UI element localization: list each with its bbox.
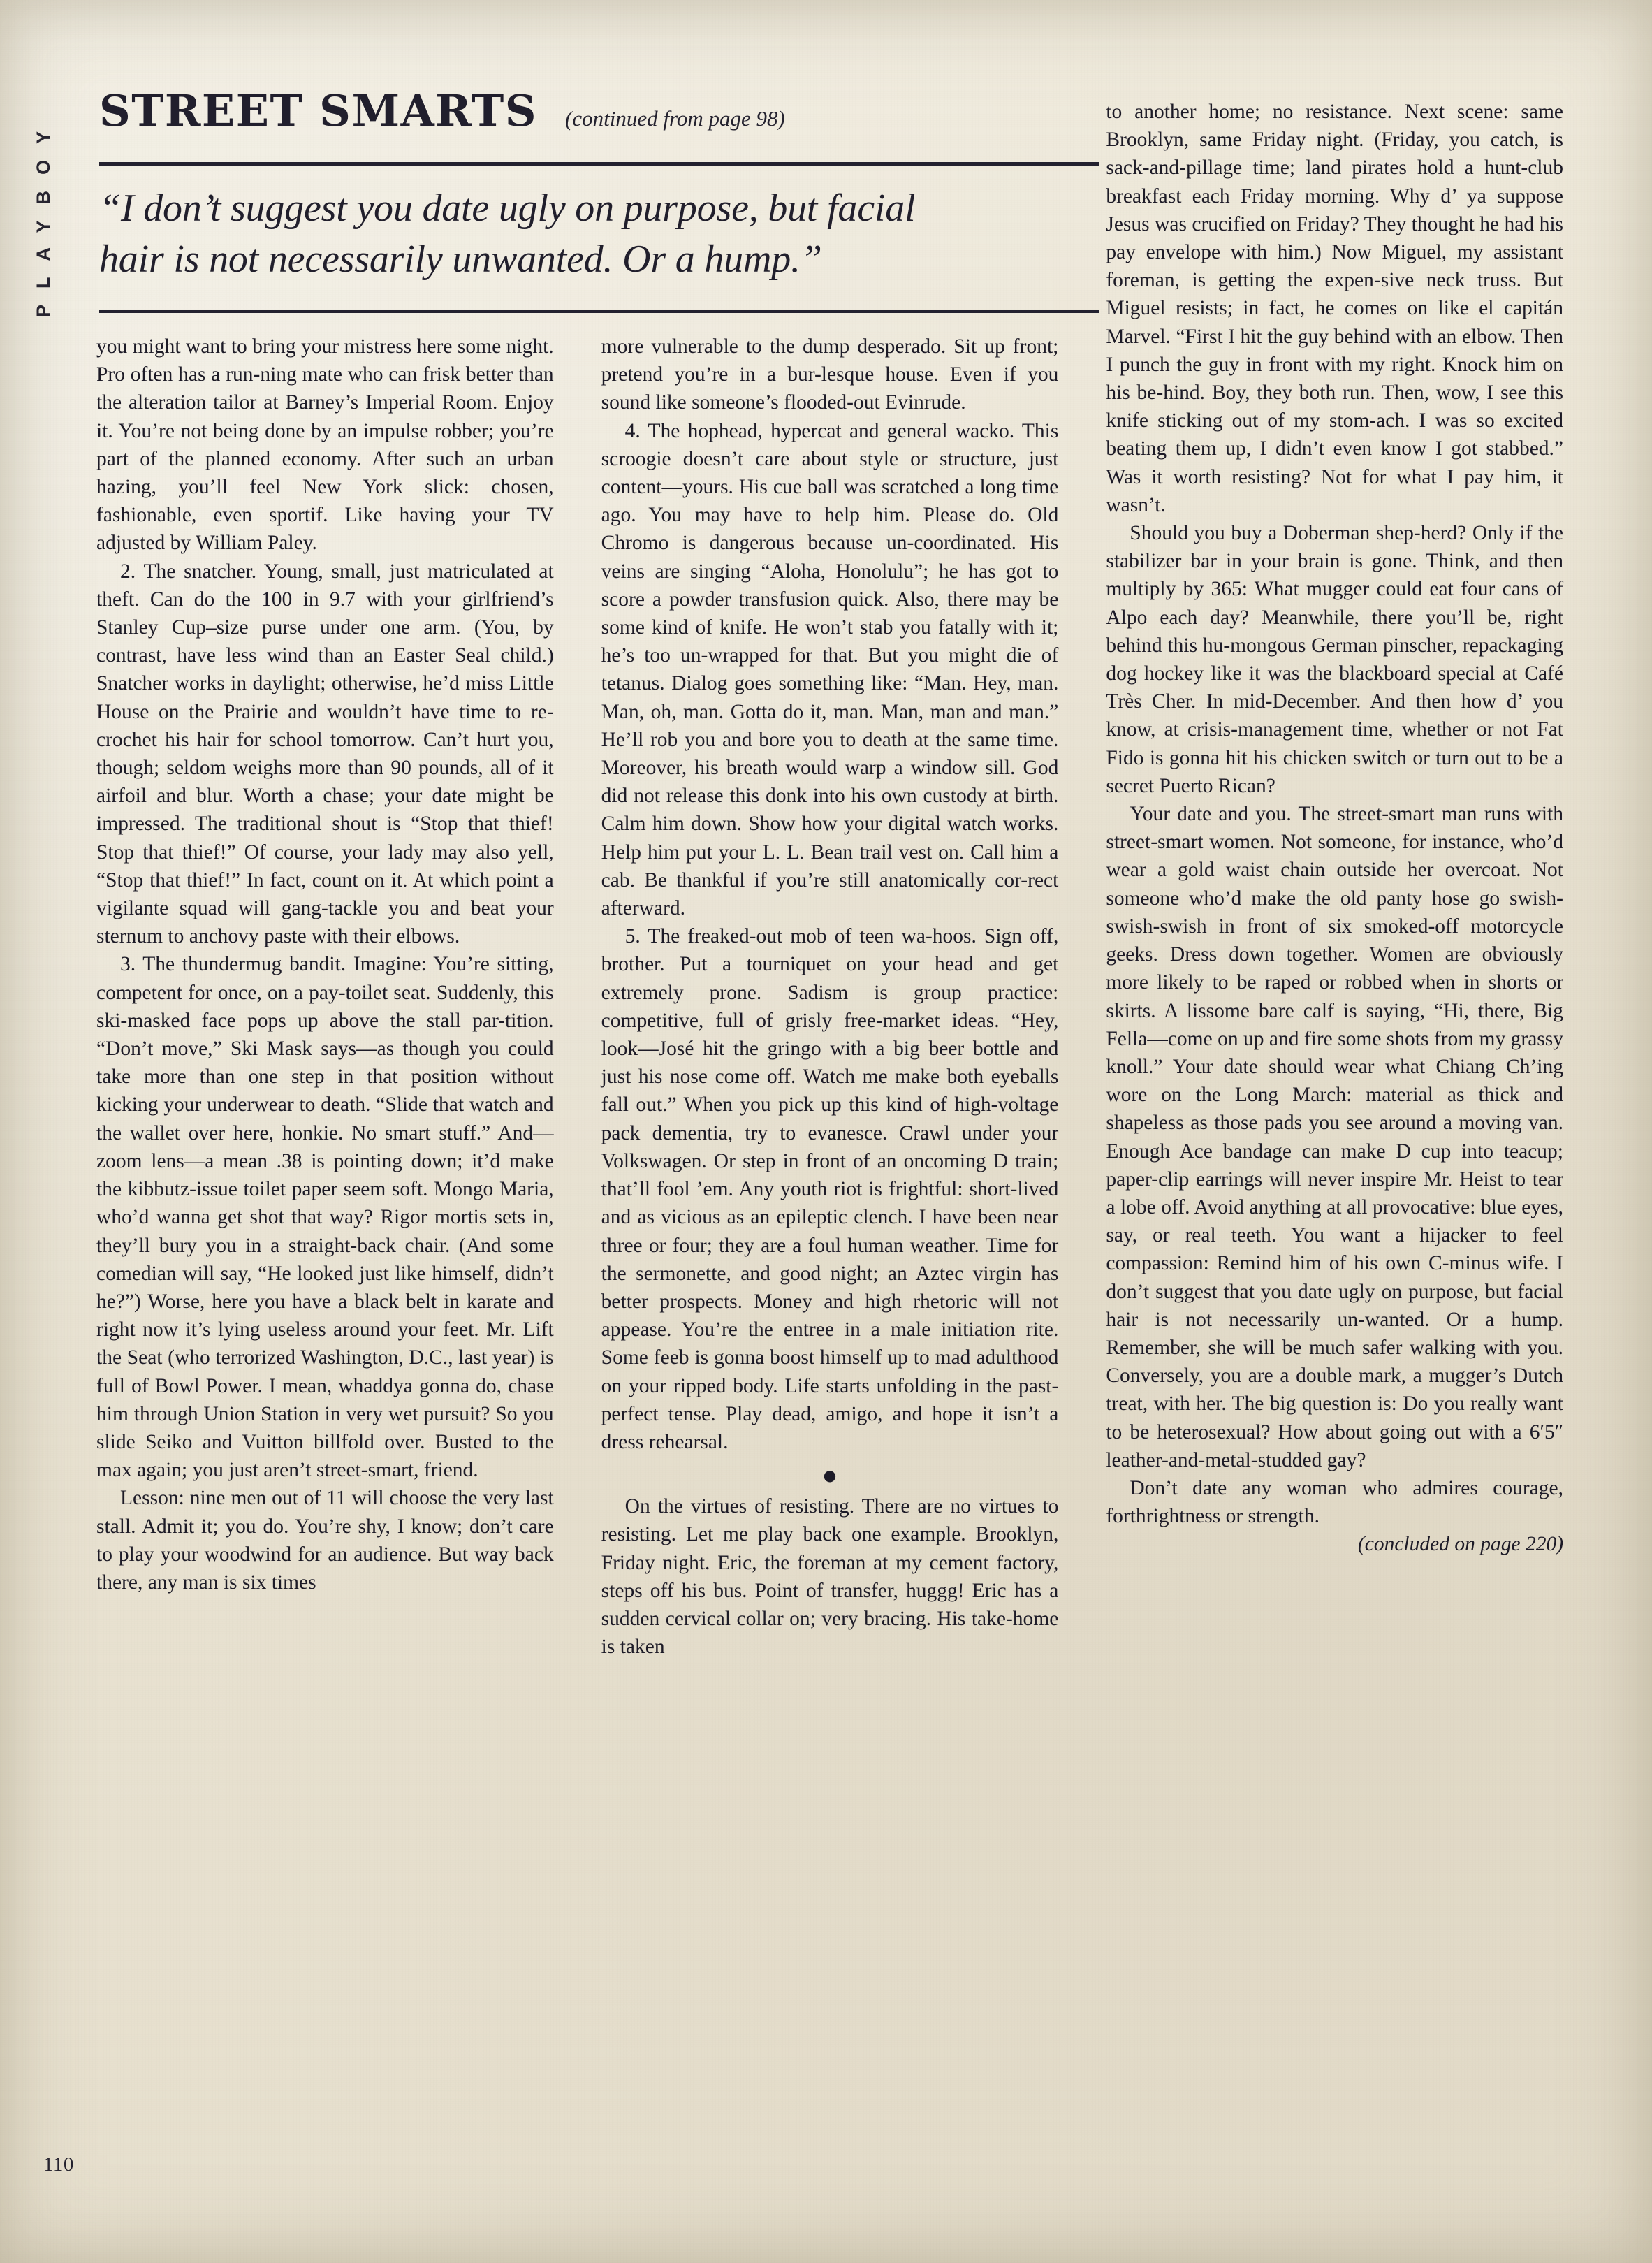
pull-quote-line-2: hair is not necessarily unwanted. Or a hump.” — [99, 237, 822, 281]
page-number: 110 — [43, 2153, 74, 2176]
paragraph: Should you buy a Doberman shep-herd? Only if the stabilizer bar in your brain is gone. Think, and then multiply by 365: What mugger could eat four cans of Alpo each day? Meanwhile, there you’ll be, right behind this hu-mongous German pinscher, repackaging dog hockey like it was the blackboard special at Café Très Cher. In mid-December. And then how d’ you know, at crisis-management time, whether or not Fat Fido is gonna hit his chicken switch or turn out to be a secret Puerto Rican? — [1106, 522, 1564, 797]
pull-quote-line-1: “I don’t suggest you date ugly on purpose, but facial — [99, 187, 916, 230]
masthead-rule-top — [99, 162, 1099, 166]
body-column-2 — [601, 333, 1059, 2212]
paragraph: you might want to bring your mistress here some night. Pro often has a run-ning mate who can frisk better than the alteration tailor at Barney’s Imperial Room. Enjoy it. You’re not being done by an impulse robber; you’re part of the planned economy. After such an urban hazing, you’ll feel New York slick: chosen, fashionable, even sportif. Like having your TV adjusted by William Paley. — [96, 335, 554, 555]
article-masthead — [99, 85, 1098, 136]
paragraph: more vulnerable to the dump desperado. Sit up front; pretend you’re in a bur-lesque house. Even if you sound like someone’s flooded-out Evinrude. — [601, 335, 1059, 414]
paragraph: Don’t date any woman who admires courage, forthrightness or strength. — [1106, 1476, 1564, 1528]
paragraph: 2. The snatcher. Young, small, just matriculated at theft. Can do the 100 in 9.7 with your girlfriend’s Stanley Cup–size purse under one arm. (You, by contrast, have less wind than an Easter Seal child.) Snatcher works in daylight; otherwise, he’d miss Little House on the Prairie and wouldn’t have time to re-crochet his hair for school tomorrow. Can’t hurt you, though; seldom weighs more than 90 pounds, all of it airfoil and blur. Worth a chase; your date might be impressed. The traditional shout is “Stop that thief! Stop that thief!” Of course, your lady may also yell, “Stop that thief!” In fact, count on it. At which point a vigilante squad will gang-tackle you and beat your sternum to anchovy paste with their elbows. — [96, 560, 554, 948]
paragraph: Lesson: nine men out of 11 will choose the very last stall. Admit it; you do. You’re shy, I know; don’t care to play your woodwind for an audience. But way back there, any man is six times — [96, 1487, 554, 1594]
section-bullet-separator: ● — [821, 1461, 838, 1491]
paragraph: On the virtues of resisting. There are no virtues to resisting. Let me play back one example. Brooklyn, Friday night. Eric, the foreman at my cement factory, steps off his bus. Point of transfer, huggg! Eric has a sudden cervical collar on; very bracing. His take-home is taken — [601, 1495, 1059, 1659]
paragraph: 4. The hophead, hypercat and general wacko. This scroogie doesn’t care about style or structure, just content—yours. His cue ball was scratched a long time ago. You may have to help him. Please do. Old Chromo is dangerous because un-coordinated. His veins are singing “Aloha, Honolulu”; he has got to score a powder transfusion quick. Also, there may be some kind of knife. He won’t stab you fatally with it; he’s too un-wrapped for that. But you might die of tetanus. Dialog goes something like: “Man. Hey, man. Man, oh, man. Gotta do it, man. Man, man and man.” He’ll rob you and bore you to death at the same time. Moreover, his breath would warp a window sill. God did not release this donk into his own custody at birth. Calm him down. Show how your digital watch works. Help him put your L. L. Bean trail vest on. Call him a cab. Be thankful if you’re still anatomically cor-rect afterward. — [601, 419, 1059, 920]
continued-from-note: (continued from page 98) — [565, 106, 785, 131]
concluded-on-page-note: (concluded on page 220) — [1357, 1533, 1564, 1556]
body-column-3 — [1106, 98, 1563, 2212]
magazine-spine-label — [24, 84, 63, 349]
page-title: STREET SMARTS — [99, 85, 538, 136]
pull-quote — [99, 183, 1105, 285]
spine-label-text: PLAYBOY — [32, 115, 54, 318]
paragraph: Your date and you. The street-smart man runs with street-smart women. Not someone, for instance, who’d wear a gold waist chain outside her overcoat. Not someone who’d make the old panty hose go swish-swish-swish in front of six smoked-off motorcycle geeks. Dress down together. Women are obviously more likely to be raped or robbed when in shorts or skirts. A lissome bare calf is saying, “Hi, there, Big Fella—come on up and fire some shots from my grassy knoll.” Your date should wear what Chiang Ch’ing wore on the Long March: material as thick and shapeless as those pads you see around a moving van. Enough Ace bandage can make D cup into teacup; paper-clip earrings will never inspire Mr. Heist to tear a lobe off. Avoid anything at all provocative: blue eyes, say, or real teeth. You want a hijacker to feel compassion: Remind him of his own C-minus wife. I don’t suggest that you date ugly on purpose, but facial hair is not necessarily un-wanted. Or a hump. Remember, she will be much safer walking with you. Conversely, you are a double mark, a mugger’s Dutch treat, with her. The big question is: Do you really want to be heterosexual? How about going out with a 6′5″ leather-and-metal-studded gay? — [1106, 803, 1564, 1471]
paragraph: 3. The thundermug bandit. Imagine: You’re sitting, competent for once, on a pay-toilet seat. Suddenly, this ski-masked face pops up above the stall par-tition. “Don’t move,” Ski Mask says—as though you could take more than one step in that position without kicking your underwear to death. “Slide that watch and the wallet over here, honkie. No smart stuff.” And—zoom lens—a mean .38 is pointing down; it’d make the kibbutz-issue toilet paper seem soft. Mongo Maria, who’d wanna get shot that way? Rigor mortis sets in, they’ll bury you in a straight-back chair. (And some comedian will say, “He looked just like himself, didn’t he?”) Worse, here you have a black belt in karate and right now it’s lying useless around your feet. Mr. Lift the Seat (who terrorized Washington, D.C., last year) is full of Bowl Power. I mean, whaddya gonna do, chase him through Union Station in very wet pursuit? So you slide Seiko and Vuitton billfold over. Busted to the max again; you just aren’t street-smart, friend. — [96, 953, 554, 1482]
paragraph: 5. The freaked-out mob of teen wa-hoos. Sign off, brother. Put a tourniquet on your head and get extremely prone. Sadism is group practice: competitive, full of grisly free-market ideas. “Hey, look—José hit the gringo with a big beer bottle and just his nose come off. Watch me make both eyeballs fall out.” When you pick up this kind of high-voltage pack dementia, try to evanesce. Crawl under your Volkswagen. Or step in front of an oncoming D train; that’ll fool ’em. Any youth riot is frightful: short-lived and as vicious as an epileptic clench. I have been near three or four; they are a foul human weather. Time for the sermonette, and good night; an Aztec virgin has better prospects. Money and high rhetoric will not appease. You’re the entree in a male initiation rite. Some feeb is gonna boost himself up to mad adulthood on your ripped body. Life starts unfolding in the past-perfect tense. Play dead, amigo, and hope it isn’t a dress rehearsal. — [601, 925, 1059, 1453]
paragraph: to another home; no resistance. Next scene: same Brooklyn, same Friday night. (Friday, you catch, is sack-and-pillage time; land pirates hold a hunt-club breakfast each Friday morning. Why d’ ya suppose Jesus was crucified on Friday? They thought he had his pay envelope with him.) Now Miguel, my assistant foreman, is getting the expen-sive neck truss. But Miguel resists; in fact, he comes on like el capitán Marvel. “First I hit the guy behind with an elbow. Then I punch the guy in front with my right. Knock him on his be-hind. Boy, they both run. Then, wow, I see this knife sticking out of my stom-ach. I was so excited beating them up, I didn’t even know I got stabbed.” Was it worth resisting? Not for what I pay him, it wasn’t. — [1106, 101, 1564, 516]
masthead-rule-bottom — [99, 310, 1099, 313]
body-column-1 — [96, 333, 554, 2212]
